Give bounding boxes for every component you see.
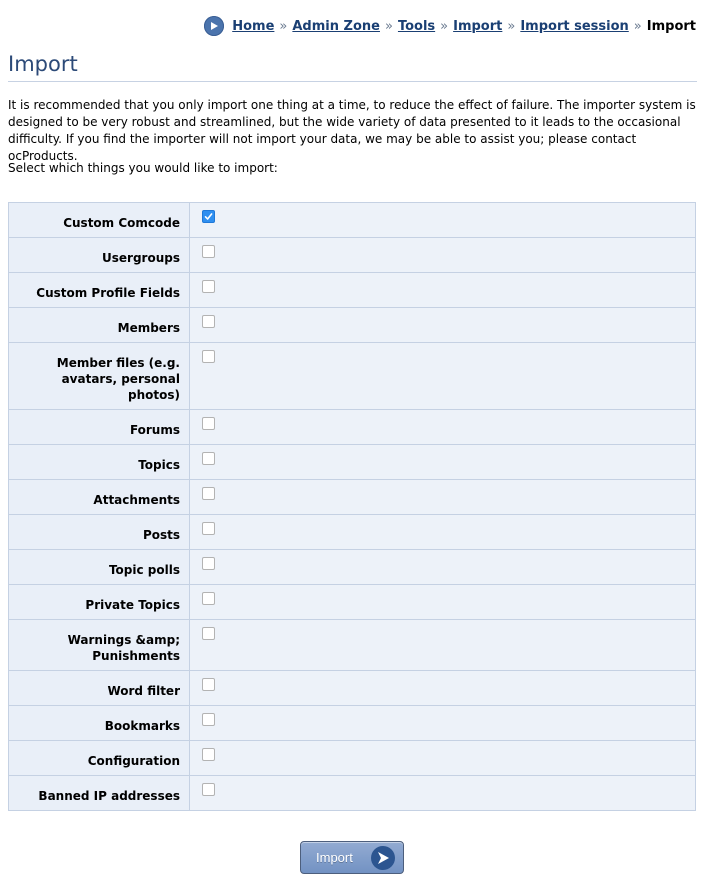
- import-option-row: [9, 585, 696, 620]
- title-divider: [8, 81, 697, 82]
- breadcrumb-home-link[interactable]: Home: [232, 18, 275, 34]
- breadcrumb-separator: »: [633, 18, 642, 34]
- import-option-row: [9, 203, 696, 238]
- arrow-right-circle-icon: [371, 846, 395, 870]
- import-option-checkbox[interactable]: [202, 315, 215, 328]
- import-option-label: Attachments: [9, 480, 190, 515]
- import-option-row: [9, 445, 696, 480]
- import-option-checkbox-cell: [190, 515, 696, 550]
- import-option-checkbox-cell: [190, 620, 696, 671]
- import-option-checkbox-cell: [190, 308, 696, 343]
- import-option-checkbox-cell: [190, 550, 696, 585]
- breadcrumb-admin-zone-link[interactable]: Admin Zone: [292, 18, 380, 34]
- breadcrumb-separator: »: [440, 18, 449, 34]
- import-option-checkbox[interactable]: [202, 280, 215, 293]
- select-prompt: Select which things you would like to import:: [8, 161, 278, 175]
- import-option-label: Warnings &amp; Punishments: [9, 620, 190, 671]
- import-option-checkbox-cell: [190, 776, 696, 811]
- import-option-checkbox[interactable]: [202, 713, 215, 726]
- import-option-label: Topic polls: [9, 550, 190, 585]
- import-option-label: Forums: [9, 410, 190, 445]
- breadcrumb-tools-link[interactable]: Tools: [397, 18, 436, 34]
- breadcrumb-current: Import: [646, 18, 696, 34]
- breadcrumb-import-link[interactable]: Import: [453, 18, 503, 34]
- import-option-label: Banned IP addresses: [9, 776, 190, 811]
- import-option-row: [9, 480, 696, 515]
- import-option-label: Custom Comcode: [9, 203, 190, 238]
- import-option-checkbox[interactable]: [202, 350, 215, 363]
- import-option-checkbox-cell: [190, 445, 696, 480]
- import-option-checkbox-cell: [190, 671, 696, 706]
- import-option-label: Members: [9, 308, 190, 343]
- import-option-row: [9, 671, 696, 706]
- import-option-checkbox[interactable]: [202, 592, 215, 605]
- import-option-row: [9, 273, 696, 308]
- import-option-row: [9, 410, 696, 445]
- import-option-checkbox[interactable]: [202, 783, 215, 796]
- import-option-checkbox-cell: [190, 585, 696, 620]
- import-option-checkbox-cell: [190, 741, 696, 776]
- import-option-checkbox[interactable]: [202, 522, 215, 535]
- import-option-checkbox-cell: [190, 706, 696, 741]
- breadcrumb-import-session-link[interactable]: Import session: [520, 18, 629, 34]
- import-option-label: Custom Profile Fields: [9, 273, 190, 308]
- import-option-label: Member files (e.g. avatars, personal photos): [9, 343, 190, 410]
- import-option-checkbox[interactable]: [202, 417, 215, 430]
- import-button[interactable]: [300, 841, 404, 874]
- intro-text: It is recommended that you only import one thing at a time, to reduce the effect of failure. The importer system is designed to be very robust and streamlined, but the wide variety of data presented to it leads to the occasional difficulty. If you find the importer will not import your data, we may be able to assist you; please contact ocProducts.: [8, 98, 696, 163]
- import-option-checkbox[interactable]: [202, 627, 215, 640]
- import-option-label: Topics: [9, 445, 190, 480]
- import-option-label: Usergroups: [9, 238, 190, 273]
- import-button-label: Import: [316, 850, 353, 865]
- checkmark-icon: [204, 212, 213, 221]
- breadcrumb: [204, 15, 696, 37]
- import-option-checkbox[interactable]: [202, 487, 215, 500]
- import-option-label: Bookmarks: [9, 706, 190, 741]
- import-option-row: [9, 515, 696, 550]
- import-option-checkbox[interactable]: [202, 678, 215, 691]
- breadcrumb-separator: »: [384, 18, 393, 34]
- import-option-checkbox[interactable]: [202, 245, 215, 258]
- play-circle-icon: [204, 16, 224, 36]
- import-options-table: [8, 202, 696, 811]
- breadcrumb-separator: »: [279, 18, 288, 34]
- import-option-row: [9, 706, 696, 741]
- import-option-row: [9, 550, 696, 585]
- import-option-row: [9, 741, 696, 776]
- import-option-checkbox[interactable]: [202, 557, 215, 570]
- import-option-row: [9, 308, 696, 343]
- import-option-checkbox[interactable]: [202, 748, 215, 761]
- import-option-row: [9, 238, 696, 273]
- import-option-checkbox-cell: [190, 203, 696, 238]
- import-option-label: Configuration: [9, 741, 190, 776]
- import-option-row: [9, 343, 696, 410]
- import-option-label: Posts: [9, 515, 190, 550]
- page-title: Import: [8, 52, 78, 76]
- import-option-checkbox[interactable]: [202, 210, 215, 223]
- import-option-label: Word filter: [9, 671, 190, 706]
- import-option-checkbox-cell: [190, 238, 696, 273]
- import-option-checkbox-cell: [190, 273, 696, 308]
- import-option-label: Private Topics: [9, 585, 190, 620]
- import-option-row: [9, 776, 696, 811]
- import-option-checkbox-cell: [190, 343, 696, 410]
- import-option-checkbox[interactable]: [202, 452, 215, 465]
- import-option-checkbox-cell: [190, 410, 696, 445]
- import-option-checkbox-cell: [190, 480, 696, 515]
- import-option-row: [9, 620, 696, 671]
- breadcrumb-separator: »: [507, 18, 516, 34]
